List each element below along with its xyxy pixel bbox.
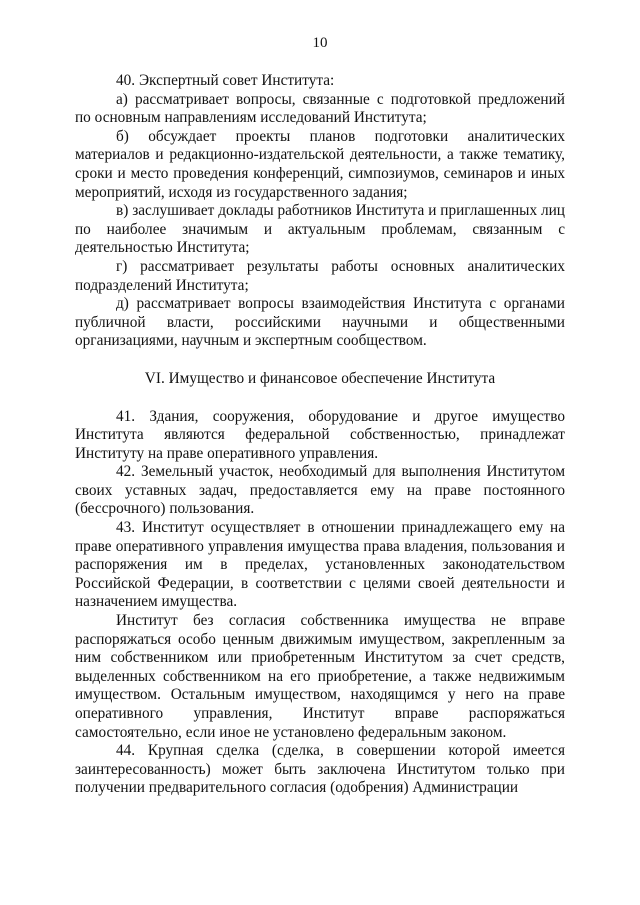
document-body bbox=[75, 72, 565, 798]
paragraph-40v: в) заслушивает доклады работников Института и приглашенных лиц по наиболее значимым и актуальным проблемам, связанным с деятельностью Института; bbox=[75, 202, 565, 257]
paragraph-40g: г) рассматривает результаты работы основных аналитических подразделений Института; bbox=[75, 257, 565, 294]
paragraph-40a: а) рассматривает вопросы, связанные с подготовкой предложений по основным направлениям исследований Института; bbox=[75, 90, 565, 127]
paragraph-43: 43. Институт осуществляет в отношении принадлежащего ему на праве оперативного управления имущества права владения, пользования и распоряжения им в пределах, установленных законодательством Российской Федерации, в соответствии с целями своей деятельности и назначением имущества. bbox=[75, 519, 565, 611]
paragraph-40d: д) рассматривает вопросы взаимодействия Института с органами публичной власти, российскими научными и общественными организациями, научным и экспертным сообществом. bbox=[75, 295, 565, 350]
paragraph-42: 42. Земельный участок, необходимый для выполнения Институтом своих уставных задач, предоставляется ему на праве постоянного (бессрочного) пользования. bbox=[75, 463, 565, 518]
paragraph-44: 44. Крупная сделка (сделка, в совершении которой имеется заинтересованность) может быть заключена Институтом только при получении предварительного согласия (одобрения) Администрации bbox=[75, 742, 565, 797]
page-number: 10 bbox=[312, 35, 328, 51]
paragraph-40-title: 40. Экспертный совет Института: bbox=[116, 72, 335, 89]
paragraph-41: 41. Здания, сооружения, оборудование и другое имущество Института являются федеральной собственностью, принадлежат Институту на праве оперативного управления. bbox=[75, 407, 565, 462]
paragraph-40b: б) обсуждает проекты планов подготовки аналитических материалов и редакционно-издательской деятельности, а также тематику, сроки и место проведения конференций, симпозиумов, семинаров и иных мероприятий, исходя из государственного задания; bbox=[75, 127, 565, 201]
paragraph-43-continued: Институт без согласия собственника имущества не вправе распоряжаться особо ценным движимым имуществом, закрепленным за ним собственником или приобретенным Институтом за счет средств, выделенных собственником на его приобретение, а также недвижимым имуществом. Остальным имуществом, находящимся у него на праве оперативного управления, Институт вправе распоряжаться самостоятельно, если иное не установлено федеральным законом. bbox=[75, 612, 565, 741]
section-heading: VI. Имущество и финансовое обеспечение Института bbox=[144, 369, 496, 387]
